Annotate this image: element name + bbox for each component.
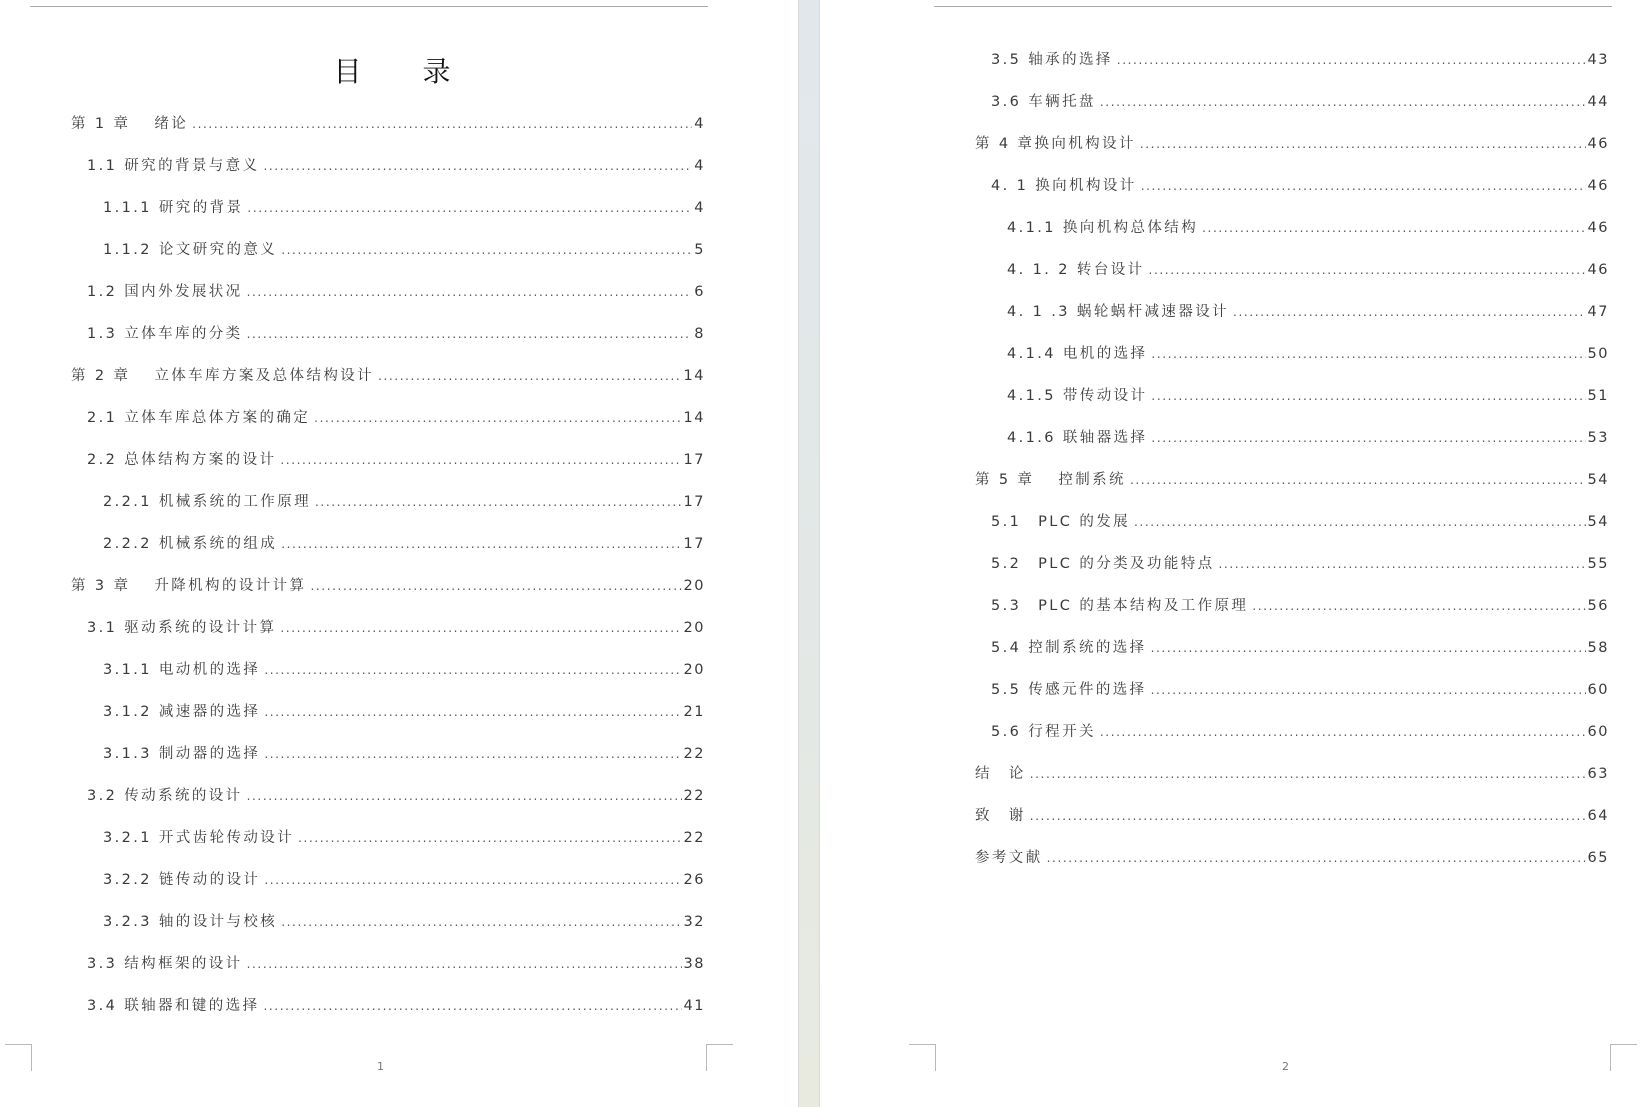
dot-leader [1149, 263, 1586, 277]
dot-leader [247, 789, 682, 803]
toc-entry-label: 3.1.2 减速器的选择 [103, 704, 261, 720]
toc-entry[interactable] [71, 700, 705, 742]
dot-leader [1151, 683, 1586, 697]
toc-entry-page: 20 [683, 578, 705, 594]
dot-leader [264, 663, 681, 677]
toc-entry[interactable] [71, 238, 705, 280]
toc-entry[interactable] [71, 952, 705, 994]
toc-entry[interactable] [71, 658, 705, 700]
dot-leader [1151, 389, 1585, 403]
toc-entry-label: 3.2 传动系统的设计 [87, 788, 243, 804]
toc-entry-label: 1.2 国内外发展状况 [87, 284, 243, 300]
toc-title: 目 录 [333, 55, 477, 88]
dot-leader [1130, 473, 1586, 487]
toc-entry[interactable] [975, 300, 1609, 342]
toc-entry-page: 21 [683, 704, 705, 720]
toc-entry-label: 4. 1. 2 转台设计 [1007, 262, 1145, 278]
toc-entry[interactable] [71, 616, 705, 658]
toc-entry-page: 17 [683, 494, 705, 510]
toc-entry-page: 4 [694, 200, 705, 216]
toc-entry-page: 20 [683, 620, 705, 636]
toc-entry[interactable] [975, 174, 1609, 216]
toc-entry-label: 1.1 研究的背景与意义 [87, 158, 260, 174]
toc-entry-page: 46 [1587, 136, 1609, 152]
dot-leader [247, 201, 692, 215]
toc-entry-page: 6 [694, 284, 705, 300]
toc-entry-label: 第 1 章 绪论 [71, 116, 189, 132]
toc-entry[interactable] [975, 90, 1609, 132]
toc-entry-page: 53 [1587, 430, 1609, 446]
toc-entry[interactable] [71, 112, 705, 154]
toc-entry-page: 38 [683, 956, 705, 972]
crop-mark-bottom-right [706, 1044, 733, 1071]
dot-leader [1141, 179, 1586, 193]
dot-leader [1117, 53, 1586, 67]
toc-entry[interactable] [71, 826, 705, 868]
toc-entry[interactable] [975, 132, 1609, 174]
toc-entry[interactable] [71, 868, 705, 910]
toc-entry-page: 46 [1587, 220, 1609, 236]
toc-entry-page: 63 [1587, 766, 1609, 782]
toc-entry[interactable] [71, 532, 705, 574]
dot-leader [1100, 725, 1586, 739]
toc-entry-page: 22 [683, 788, 705, 804]
toc-entry-label: 3.2.3 轴的设计与校核 [103, 914, 278, 930]
toc-entry-page: 14 [683, 410, 705, 426]
toc-entry[interactable] [975, 216, 1609, 258]
dot-leader [281, 537, 681, 551]
dot-leader [1134, 515, 1586, 529]
toc-entry[interactable] [71, 196, 705, 238]
toc-entry[interactable] [71, 910, 705, 952]
toc-entry[interactable] [71, 406, 705, 448]
toc-entry-label: 4. 1 换向机构设计 [991, 178, 1137, 194]
toc-entry-page: 43 [1587, 52, 1609, 68]
toc-entry-page: 17 [683, 536, 705, 552]
page-1 [0, 0, 798, 1107]
toc-entry-page: 26 [683, 872, 705, 888]
toc-entry-label: 2.2 总体结构方案的设计 [87, 452, 277, 468]
toc-entry-label: 4.1.6 联轴器选择 [1007, 430, 1148, 446]
dot-leader [1100, 95, 1586, 109]
header-rule [30, 6, 708, 7]
toc-entry[interactable] [71, 994, 705, 1036]
toc-entry-page: 41 [683, 998, 705, 1014]
dot-leader [192, 117, 692, 131]
dot-leader [247, 285, 693, 299]
toc-entry-page: 17 [683, 452, 705, 468]
dot-leader [1151, 347, 1585, 361]
toc-entry[interactable] [975, 258, 1609, 300]
toc-entry[interactable] [975, 552, 1609, 594]
toc-entry-label: 1.3 立体车库的分类 [87, 326, 243, 342]
toc-entry-page: 54 [1587, 472, 1609, 488]
toc-entry-page: 5 [694, 242, 705, 258]
toc-entry[interactable] [975, 468, 1609, 510]
dot-leader [264, 873, 681, 887]
dot-leader [1219, 557, 1586, 571]
toc-entry[interactable] [71, 448, 705, 490]
dot-leader [281, 915, 681, 929]
header-rule [934, 6, 1612, 7]
toc-entry-label: 1.1.1 研究的背景 [103, 200, 244, 216]
toc-entry-label: 参考文献 [975, 850, 1043, 866]
toc-entry-label: 3.6 车辆托盘 [991, 94, 1096, 110]
toc-entry-page: 44 [1587, 94, 1609, 110]
toc-entry-label: 1.1.2 论文研究的意义 [103, 242, 278, 258]
dot-leader [1140, 137, 1586, 151]
toc-entry[interactable] [975, 426, 1609, 468]
toc-entry[interactable] [71, 154, 705, 196]
dot-leader [247, 957, 682, 971]
toc-entry-label: 3.1.1 电动机的选择 [103, 662, 261, 678]
toc-entry[interactable] [975, 678, 1609, 720]
toc-entry-label: 2.2.1 机械系统的工作原理 [103, 494, 312, 510]
toc-entry[interactable] [71, 742, 705, 784]
dot-leader [281, 243, 692, 257]
toc-entry-page: 14 [683, 368, 705, 384]
toc-entry-page: 20 [683, 662, 705, 678]
toc-list [71, 112, 705, 1036]
crop-mark-bottom-right [1610, 1044, 1637, 1071]
toc-entry-page: 64 [1587, 808, 1609, 824]
toc-entry-page: 65 [1587, 850, 1609, 866]
page-number: 1 [377, 1060, 384, 1073]
toc-entry-label: 致 谢 [975, 808, 1026, 824]
toc-entry-label: 5.6 行程开关 [991, 724, 1096, 740]
page-number: 2 [1282, 1060, 1289, 1073]
dot-leader [1030, 809, 1586, 823]
toc-entry-page: 54 [1587, 514, 1609, 530]
toc-entry-label: 3.2.2 链传动的设计 [103, 872, 261, 888]
toc-entry[interactable] [975, 384, 1609, 426]
dot-leader [247, 327, 693, 341]
toc-entry-page: 50 [1587, 346, 1609, 362]
dot-leader [315, 495, 682, 509]
crop-mark-bottom-left [5, 1044, 32, 1071]
toc-entry-page: 46 [1587, 178, 1609, 194]
toc-entry-page: 4 [694, 116, 705, 132]
toc-entry[interactable] [975, 510, 1609, 552]
dot-leader [263, 159, 692, 173]
toc-entry-page: 51 [1587, 388, 1609, 404]
toc-entry-page: 47 [1587, 304, 1609, 320]
toc-list [975, 48, 1609, 888]
toc-entry[interactable] [71, 574, 705, 616]
toc-entry-label: 3.1.3 制动器的选择 [103, 746, 261, 762]
toc-entry-label: 5.5 传感元件的选择 [991, 682, 1147, 698]
toc-entry[interactable] [975, 846, 1609, 888]
toc-entry-label: 5.1 PLC 的发展 [991, 514, 1131, 530]
dot-leader [1151, 641, 1586, 655]
toc-entry[interactable] [71, 490, 705, 532]
toc-entry-label: 2.2.2 机械系统的组成 [103, 536, 278, 552]
page-gutter [798, 0, 820, 1107]
toc-entry-label: 2.1 立体车库总体方案的确定 [87, 410, 311, 426]
toc-entry-page: 32 [683, 914, 705, 930]
toc-entry[interactable] [975, 804, 1609, 846]
toc-entry-page: 22 [683, 830, 705, 846]
toc-entry-label: 5.4 控制系统的选择 [991, 640, 1147, 656]
dot-leader [298, 831, 681, 845]
toc-entry[interactable] [71, 280, 705, 322]
toc-entry-label: 3.3 结构框架的设计 [87, 956, 243, 972]
dot-leader [310, 579, 681, 593]
dot-leader [280, 621, 681, 635]
toc-entry-page: 55 [1587, 556, 1609, 572]
toc-entry-label: 第 3 章 升降机构的设计计算 [71, 578, 307, 594]
toc-entry-label: 3.2.1 开式齿轮传动设计 [103, 830, 295, 846]
toc-entry-label: 4.1.4 电机的选择 [1007, 346, 1148, 362]
toc-entry-label: 3.1 驱动系统的设计计算 [87, 620, 277, 636]
toc-entry-label: 第 5 章 控制系统 [975, 472, 1126, 488]
toc-entry-label: 结 论 [975, 766, 1026, 782]
toc-entry-label: 3.5 轴承的选择 [991, 52, 1113, 68]
toc-entry-label: 4.1.5 带传动设计 [1007, 388, 1148, 404]
crop-mark-bottom-left [909, 1044, 936, 1071]
dot-leader [264, 747, 681, 761]
toc-entry-page: 58 [1587, 640, 1609, 656]
toc-entry-label: 第 2 章 立体车库方案及总体结构设计 [71, 368, 375, 384]
toc-entry-page: 8 [694, 326, 705, 342]
dot-leader [1030, 767, 1586, 781]
dot-leader [1252, 599, 1585, 613]
toc-entry-label: 5.2 PLC 的分类及功能特点 [991, 556, 1215, 572]
toc-entry-page: 4 [694, 158, 705, 174]
toc-entry-page: 60 [1587, 724, 1609, 740]
dot-leader [378, 369, 681, 383]
toc-entry-label: 4. 1 .3 蜗轮蜗杆减速器设计 [1007, 304, 1230, 320]
dot-leader [1151, 431, 1585, 445]
toc-entry[interactable] [71, 784, 705, 826]
toc-entry[interactable] [71, 364, 705, 406]
dot-leader [1047, 851, 1586, 865]
toc-entry[interactable] [975, 48, 1609, 90]
toc-entry-label: 4.1.1 换向机构总体结构 [1007, 220, 1199, 236]
toc-entry[interactable] [71, 322, 705, 364]
toc-entry[interactable] [975, 636, 1609, 678]
dot-leader [1233, 305, 1586, 319]
dot-leader [1202, 221, 1585, 235]
toc-entry-label: 第 4 章换向机构设计 [975, 136, 1136, 152]
toc-entry-label: 3.4 联轴器和键的选择 [87, 998, 260, 1014]
dot-leader [280, 453, 681, 467]
toc-entry-page: 46 [1587, 262, 1609, 278]
page-2 [820, 0, 1641, 1107]
dot-leader [263, 999, 681, 1013]
toc-entry[interactable] [975, 342, 1609, 384]
toc-entry[interactable] [975, 720, 1609, 762]
toc-entry[interactable] [975, 594, 1609, 636]
toc-entry-page: 22 [683, 746, 705, 762]
toc-entry-page: 60 [1587, 682, 1609, 698]
toc-entry-label: 5.3 PLC 的基本结构及工作原理 [991, 598, 1249, 614]
toc-entry-page: 56 [1587, 598, 1609, 614]
toc-entry[interactable] [975, 762, 1609, 804]
dot-leader [314, 411, 681, 425]
dot-leader [264, 705, 681, 719]
